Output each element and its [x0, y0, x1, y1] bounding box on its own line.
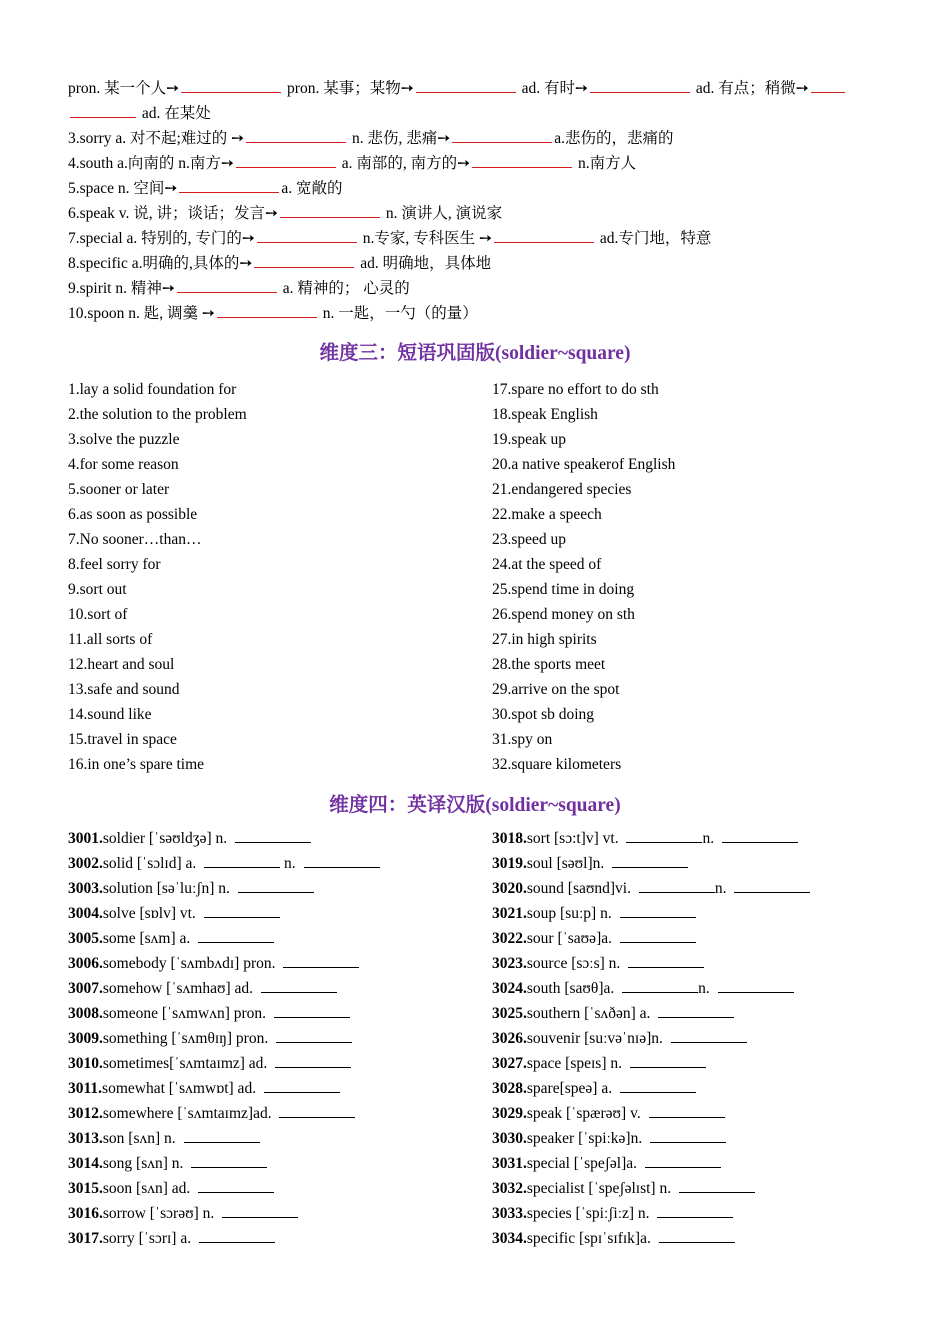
vocab-number: 3027.	[492, 1055, 527, 1072]
line-text: 6.speak v. 说, 讲；谈话；发言➙	[68, 205, 279, 222]
line-text: n. 悲伤, 悲痛➙	[348, 130, 451, 147]
vocab-number: 3024.	[492, 980, 527, 997]
vocab-text: n.	[698, 980, 714, 997]
answer-blank[interactable]	[199, 1228, 275, 1243]
phrase-item: 22.make a speech	[492, 506, 602, 523]
vocab-text: somewhere [ˈsʌmtaɪmz]ad.	[102, 1105, 276, 1122]
vocab-number: 3007.	[68, 980, 103, 997]
answer-blank[interactable]	[645, 1153, 721, 1168]
vocab-item	[492, 1076, 810, 1101]
vocab-text: something [ˈsʌmθɪŋ] pron.	[102, 1030, 273, 1047]
answer-blank[interactable]	[254, 253, 354, 268]
answer-blank[interactable]	[264, 1078, 340, 1093]
line-text: 8.specific a.明确的,具体的➙	[68, 255, 253, 272]
answer-blank[interactable]	[630, 1053, 706, 1068]
vocab-number: 3003.	[68, 880, 103, 897]
vocab-list-right	[492, 826, 810, 1251]
word-family-line	[68, 126, 888, 151]
answer-blank[interactable]	[283, 953, 359, 968]
phrase-item: 3.solve the puzzle	[68, 431, 180, 448]
line-text: n.南方人	[574, 155, 637, 172]
answer-blank[interactable]	[280, 203, 380, 218]
vocab-number: 3008.	[68, 1005, 103, 1022]
vocab-item	[492, 1176, 810, 1201]
answer-blank[interactable]	[679, 1178, 755, 1193]
vocab-item	[68, 1101, 380, 1126]
line-text: ad. 明确地，具体地	[356, 255, 492, 272]
answer-blank[interactable]	[70, 103, 136, 118]
line-text: 5.space n. 空间➙	[68, 180, 178, 197]
phrase-item: 32.square kilometers	[492, 756, 622, 773]
answer-blank[interactable]	[279, 1103, 355, 1118]
vocab-number: 3017.	[68, 1230, 103, 1247]
word-family-line	[68, 201, 888, 226]
vocab-text: sound [saʊnd]vi.	[526, 880, 635, 897]
vocab-text: somebody [ˈsʌmbʌdɪ] pron.	[102, 955, 280, 972]
line-text: a. 宽敞的	[281, 180, 343, 197]
line-text: ad. 在某处	[138, 105, 211, 122]
line-text: 3.sorry a. 对不起;难过的 ➙	[68, 130, 245, 147]
word-family-line	[68, 301, 888, 326]
word-family-line	[68, 226, 888, 251]
phrase-item: 23.speed up	[492, 531, 567, 548]
vocab-number: 3029.	[492, 1105, 527, 1122]
answer-blank[interactable]	[649, 1103, 725, 1118]
answer-blank[interactable]	[217, 303, 317, 318]
vocab-number: 3023.	[492, 955, 527, 972]
answer-blank[interactable]	[671, 1028, 747, 1043]
phrase-item: 11.all sorts of	[68, 631, 153, 648]
answer-blank[interactable]	[626, 828, 702, 843]
answer-blank[interactable]	[184, 1128, 260, 1143]
answer-blank[interactable]	[261, 978, 337, 993]
vocab-number: 3022.	[492, 930, 527, 947]
vocab-item	[492, 976, 810, 1001]
vocab-text: soon [sʌn] ad.	[102, 1180, 195, 1197]
phrase-item: 8.feel sorry for	[68, 556, 161, 573]
answer-blank[interactable]	[718, 978, 794, 993]
vocab-item	[68, 1026, 380, 1051]
vocab-text: southern [ˈsʌðən] a.	[526, 1005, 655, 1022]
vocab-number: 3011.	[68, 1080, 103, 1097]
vocab-text: solid [ˈsɔlɪd] a.	[102, 855, 201, 872]
line-text: 7.special a. 特别的, 专门的➙	[68, 230, 255, 247]
answer-blank[interactable]	[416, 78, 516, 93]
answer-blank[interactable]	[612, 853, 688, 868]
answer-blank[interactable]	[811, 78, 845, 93]
answer-blank[interactable]	[620, 1078, 696, 1093]
phrase-list-right	[492, 377, 675, 777]
vocab-item	[492, 1201, 810, 1226]
vocab-item	[68, 1001, 380, 1026]
vocab-item	[68, 826, 380, 851]
vocab-number: 3013.	[68, 1130, 103, 1147]
vocab-item	[492, 826, 810, 851]
answer-blank[interactable]	[628, 953, 704, 968]
answer-blank[interactable]	[452, 128, 552, 143]
vocab-item	[68, 1076, 380, 1101]
answer-blank[interactable]	[659, 1228, 735, 1243]
vocab-text: soul [səʊl]n.	[526, 855, 609, 872]
line-text: 9.spirit n. 精神➙	[68, 280, 175, 297]
vocab-number: 3032.	[492, 1180, 527, 1197]
vocab-item	[68, 1151, 380, 1176]
phrase-item: 10.sort of	[68, 606, 128, 623]
answer-blank[interactable]	[658, 1003, 734, 1018]
word-family-line	[68, 276, 888, 301]
word-family-line	[68, 76, 888, 101]
answer-blank[interactable]	[650, 1128, 726, 1143]
line-text: 10.spoon n. 匙, 调羹 ➙	[68, 305, 215, 322]
vocab-item	[68, 876, 380, 901]
vocab-text: soldier [ˈsəʊldʒə] n.	[102, 830, 232, 847]
phrase-item: 14.sound like	[68, 706, 152, 723]
vocab-text: speak [ˈspærəʊ] v.	[526, 1105, 645, 1122]
answer-blank[interactable]	[246, 128, 346, 143]
vocab-text: special [ˈspeʃəl]a.	[526, 1155, 641, 1172]
vocab-text: sour [ˈsaʊə]a.	[526, 930, 616, 947]
vocab-text: some [sʌm] a.	[102, 930, 195, 947]
answer-blank[interactable]	[304, 853, 380, 868]
answer-blank[interactable]	[257, 228, 357, 243]
line-text: pron. 某一个人➙	[68, 80, 180, 97]
answer-blank[interactable]	[472, 153, 572, 168]
vocab-item	[68, 1176, 380, 1201]
vocab-number: 3010.	[68, 1055, 103, 1072]
vocab-text: solution [səˈluːʃn] n.	[102, 880, 234, 897]
vocab-text: spare[speə] a.	[526, 1080, 616, 1097]
answer-blank[interactable]	[274, 1003, 350, 1018]
vocab-number: 3033.	[492, 1205, 527, 1222]
vocab-item	[492, 1001, 810, 1026]
word-family-line	[68, 251, 888, 276]
phrase-item: 7.No sooner…than…	[68, 531, 202, 548]
vocab-text: n.	[280, 855, 300, 872]
vocab-number: 3006.	[68, 955, 103, 972]
answer-blank[interactable]	[179, 178, 279, 193]
phrase-item: 4.for some reason	[68, 456, 179, 473]
phrase-item: 2.the solution to the problem	[68, 406, 247, 423]
vocab-text: sort [sɔ:t]v] vt.	[526, 830, 623, 847]
answer-blank[interactable]	[622, 978, 698, 993]
answer-blank[interactable]	[620, 903, 696, 918]
phrase-item: 17.spare no effort to do sth	[492, 381, 659, 398]
phrase-item: 19.speak up	[492, 431, 567, 448]
answer-blank[interactable]	[620, 928, 696, 943]
vocab-number: 3001.	[68, 830, 103, 847]
phrase-item: 5.sooner or later	[68, 481, 170, 498]
word-family-line	[68, 176, 888, 201]
line-text: n. 演讲人, 演说家	[382, 205, 503, 222]
line-text: a. 精神的； 心灵的	[278, 280, 410, 297]
answer-blank[interactable]	[204, 853, 280, 868]
vocab-text: space [speɪs] n.	[526, 1055, 626, 1072]
vocab-item	[492, 926, 810, 951]
phrase-item: 31.spy on	[492, 731, 553, 748]
word-family-line	[68, 101, 888, 126]
vocab-item	[492, 1026, 810, 1051]
phrase-item: 25.spend time in doing	[492, 581, 635, 598]
vocab-number: 3015.	[68, 1180, 103, 1197]
answer-blank[interactable]	[734, 878, 810, 893]
phrase-item: 24.at the speed of	[492, 556, 602, 573]
line-text: a.悲伤的，悲痛的	[554, 130, 674, 147]
phrase-item: 26.spend money on sth	[492, 606, 635, 623]
phrase-item: 28.the sports meet	[492, 656, 606, 673]
vocab-item	[68, 1201, 380, 1226]
vocab-number: 3031.	[492, 1155, 527, 1172]
vocab-item	[492, 1051, 810, 1076]
vocab-text: soup [suːp] n.	[526, 905, 616, 922]
vocab-text: sorry [ˈsɔrɪ] a.	[102, 1230, 195, 1247]
answer-blank[interactable]	[275, 1053, 351, 1068]
vocab-text: n.	[714, 880, 731, 897]
vocab-number: 3021.	[492, 905, 527, 922]
vocab-number: 3004.	[68, 905, 103, 922]
vocab-text: someone [ˈsʌmwʌn] pron.	[102, 1005, 270, 1022]
vocab-number: 3026.	[492, 1030, 527, 1047]
phrase-item: 29.arrive on the spot	[492, 681, 620, 698]
phrase-item: 12.heart and soul	[68, 656, 175, 673]
word-family-line	[68, 151, 888, 176]
vocab-number: 3020.	[492, 880, 527, 897]
word-family-section	[68, 76, 888, 326]
answer-blank[interactable]	[657, 1203, 733, 1218]
vocab-item	[492, 1151, 810, 1176]
vocab-item	[68, 1051, 380, 1076]
vocab-text: specialist [ˈspeʃəlɪst] n.	[526, 1180, 675, 1197]
phrase-list-left	[68, 377, 247, 777]
vocab-text: speaker [ˈspiːkə]n.	[526, 1130, 647, 1147]
vocab-text: sorrow [ˈsɔrəʊ] n.	[102, 1205, 219, 1222]
vocab-number: 3028.	[492, 1080, 527, 1097]
vocab-number: 3018.	[492, 830, 527, 847]
vocab-item	[68, 976, 380, 1001]
vocab-text: solve [sɒlv] vt.	[102, 905, 200, 922]
phrase-item: 27.in high spirits	[492, 631, 597, 648]
answer-blank[interactable]	[222, 1203, 298, 1218]
line-text: n.专家, 专科医生 ➙	[358, 230, 493, 247]
vocab-item	[68, 1126, 380, 1151]
vocab-number: 3019.	[492, 855, 527, 872]
phrase-item: 30.spot sb doing	[492, 706, 595, 723]
vocab-text: souvenir [suːvəˈnɪə]n.	[526, 1030, 667, 1047]
vocab-number: 3030.	[492, 1130, 527, 1147]
line-text: ad. 有时➙	[517, 80, 588, 97]
vocab-text: son [sʌn] n.	[102, 1130, 180, 1147]
translation-section-title: 维度四：英译汉版(soldier~square)	[329, 795, 621, 816]
vocab-number: 3014.	[68, 1155, 103, 1172]
vocab-number: 3034.	[492, 1230, 527, 1247]
answer-blank[interactable]	[639, 878, 715, 893]
vocab-item	[492, 1126, 810, 1151]
vocab-item	[492, 876, 810, 901]
vocab-text: song [sʌn] n.	[102, 1155, 188, 1172]
vocab-text: south [saʊθ]a.	[526, 980, 619, 997]
vocab-text: source [sɔːs] n.	[526, 955, 625, 972]
vocab-number: 3002.	[68, 855, 103, 872]
phrase-item: 15.travel in space	[68, 731, 177, 748]
vocab-text: sometimes[ˈsʌmtaɪmz] ad.	[102, 1055, 272, 1072]
answer-blank[interactable]	[722, 828, 798, 843]
vocab-item	[68, 851, 380, 876]
answer-blank[interactable]	[191, 1153, 267, 1168]
vocab-item	[492, 851, 810, 876]
phrase-item: 13.safe and sound	[68, 681, 180, 698]
vocab-item	[68, 951, 380, 976]
answer-blank[interactable]	[198, 1178, 274, 1193]
answer-blank[interactable]	[236, 153, 336, 168]
answer-blank[interactable]	[238, 878, 314, 893]
vocab-text: somehow [ˈsʌmhaʊ] ad.	[102, 980, 257, 997]
line-text: a. 南部的, 南方的➙	[337, 155, 471, 172]
answer-blank[interactable]	[198, 928, 274, 943]
vocab-text: specific [spɪˈsɪfɪk]a.	[526, 1230, 655, 1247]
vocab-text: somewhat [ˈsʌmwɒt] ad.	[102, 1080, 260, 1097]
phrase-section-title: 维度三：短语巩固版(soldier~square)	[319, 343, 631, 364]
vocab-number: 3016.	[68, 1205, 103, 1222]
vocab-number: 3005.	[68, 930, 103, 947]
vocab-list-left	[68, 826, 380, 1251]
answer-blank[interactable]	[276, 1028, 352, 1043]
phrase-item: 20.a native speakerof English	[492, 456, 676, 473]
answer-blank[interactable]	[204, 903, 280, 918]
line-text: 4.south a.向南的 n.南方➙	[68, 155, 234, 172]
vocab-item	[492, 1226, 810, 1251]
answer-blank[interactable]	[590, 78, 690, 93]
vocab-item	[492, 1101, 810, 1126]
vocab-item	[68, 901, 380, 926]
vocab-item	[68, 1226, 380, 1251]
phrase-item: 18.speak English	[492, 406, 598, 423]
answer-blank[interactable]	[177, 278, 277, 293]
vocab-number: 3012.	[68, 1105, 103, 1122]
vocab-text: n.	[702, 830, 718, 847]
line-text: n. 一匙，一勺（的量）	[318, 305, 478, 322]
line-text: ad. 有点；稍微➙	[691, 80, 809, 97]
vocab-item	[492, 951, 810, 976]
line-text: ad.专门地，特意	[596, 230, 712, 247]
vocab-text: species [ˈspiːʃiːz] n.	[526, 1205, 654, 1222]
vocab-item	[68, 926, 380, 951]
answer-blank[interactable]	[494, 228, 594, 243]
vocab-item	[492, 901, 810, 926]
line-text: pron. 某事；某物➙	[283, 80, 414, 97]
phrase-item: 1.lay a solid foundation for	[68, 381, 237, 398]
vocab-number: 3025.	[492, 1005, 527, 1022]
phrase-item: 6.as soon as possible	[68, 506, 198, 523]
phrase-item: 16.in one’s spare time	[68, 756, 205, 773]
phrase-item: 21.endangered species	[492, 481, 632, 498]
answer-blank[interactable]	[181, 78, 281, 93]
phrase-item: 9.sort out	[68, 581, 127, 598]
answer-blank[interactable]	[235, 828, 311, 843]
vocab-number: 3009.	[68, 1030, 103, 1047]
